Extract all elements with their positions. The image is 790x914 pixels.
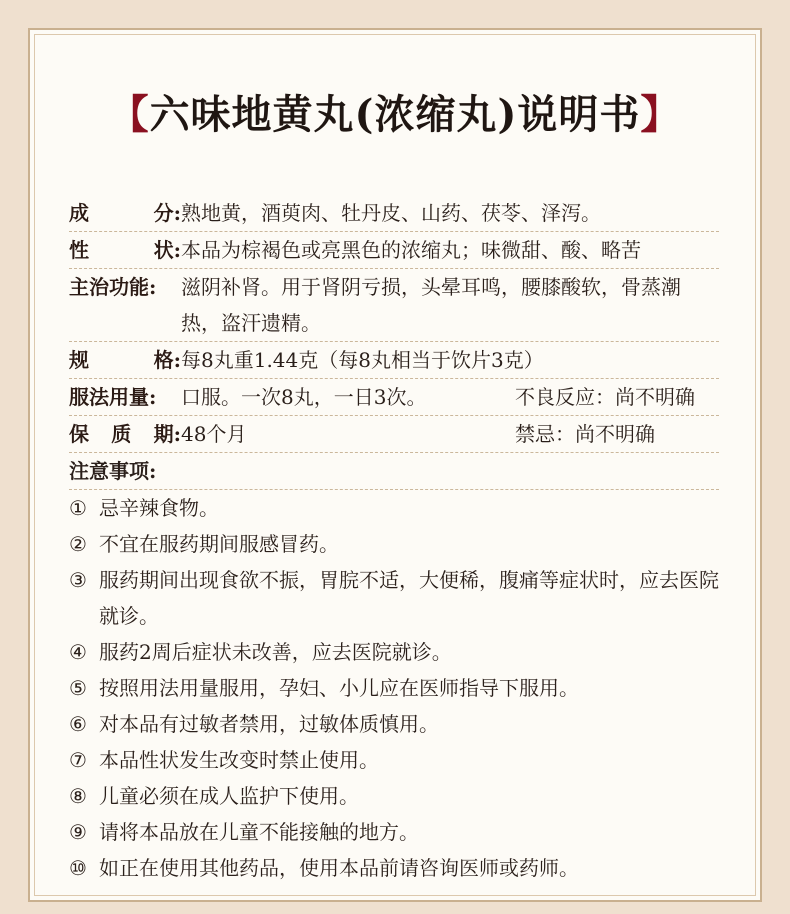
note-text: 儿童必须在成人监护下使用。 [99,784,359,808]
row-indications [69,269,719,342]
note-number: ① [69,496,87,520]
value-dosage: 口服。一次8丸，一日3次。 [181,385,427,409]
row-appearance [69,232,719,269]
title-open-bracket: 【 [108,91,150,138]
label-part: 保 [69,422,89,446]
notes-heading: 注意事项: [69,453,719,490]
note-number: ⑧ [69,784,87,808]
note-item [69,706,719,742]
note-text: 服药2周后症状未改善，应去医院就诊。 [99,640,452,664]
row-spec [69,342,719,379]
value-appearance: 本品为棕褐色或亮黑色的浓缩丸；味微甜、酸、略苦 [181,238,641,262]
note-number: ⑩ [69,856,87,880]
adverse-reactions: 不良反应：尚不明确 [515,385,695,409]
label-shelf-life [69,416,181,452]
label-part: 规 [69,348,89,372]
label-indications: 主治功能: [69,275,157,299]
note-item [69,526,719,562]
note-item [69,562,719,634]
value-shelf-life: 48个月 [181,422,247,446]
note-item [69,670,719,706]
title-close-bracket: 】 [640,91,682,138]
note-item [69,778,719,814]
note-text: 如正在使用其他药品，使用本品前请咨询医师或药师。 [99,856,579,880]
row-shelf-life [69,416,719,453]
title-text: 六味地黄丸(浓缩丸)说明书 [149,91,641,138]
value-indications: 滋阴补肾。用于肾阴亏损，头晕耳鸣，腰膝酸软，骨蒸潮热，盗汗遗精。 [181,275,681,335]
label-appearance [69,232,181,268]
note-number: ⑤ [69,676,87,700]
info-rows [69,195,719,886]
label-part: 性 [69,238,89,262]
page-title [35,83,755,140]
label-part: 期: [153,422,181,446]
note-text: 忌辛辣食物。 [99,496,219,520]
note-number: ⑥ [69,712,87,736]
note-number: ④ [69,640,87,664]
label-part: 质 [111,422,132,446]
contraindications: 禁忌：尚不明确 [515,422,655,446]
label-part: 状: [153,238,181,262]
leaflet-frame [28,28,762,902]
value-ingredients: 熟地黄，酒萸肉、牡丹皮、山药、茯苓、泽泻。 [181,201,601,225]
leaflet-inner-border [34,34,756,896]
note-number: ② [69,532,87,556]
notes-list [69,490,719,886]
value-spec: 每8丸重1.44克（每8丸相当于饮片3克） [181,348,544,372]
note-text: 不宜在服药期间服感冒药。 [99,532,339,556]
note-item [69,850,719,886]
row-dosage [69,379,719,416]
note-item [69,634,719,670]
note-text: 服药期间出现食欲不振，胃脘不适，大便稀，腹痛等症状时，应去医院就诊。 [99,568,719,628]
label-part: 成 [69,201,89,225]
label-part: 格: [153,348,181,372]
label-spec [69,342,181,378]
note-item [69,490,719,526]
label-dosage: 服法用量: [69,385,157,409]
note-item [69,742,719,778]
row-ingredients [69,195,719,232]
note-number: ③ [69,568,87,592]
note-text: 对本品有过敏者禁用，过敏体质慎用。 [99,712,439,736]
note-text: 本品性状发生改变时禁止使用。 [99,748,379,772]
note-number: ⑨ [69,820,87,844]
note-text: 按照用法用量服用，孕妇、小儿应在医师指导下服用。 [99,676,579,700]
note-text: 请将本品放在儿童不能接触的地方。 [99,820,419,844]
note-item [69,814,719,850]
note-number: ⑦ [69,748,87,772]
label-part: 分: [153,201,181,225]
label-ingredients [69,195,181,231]
